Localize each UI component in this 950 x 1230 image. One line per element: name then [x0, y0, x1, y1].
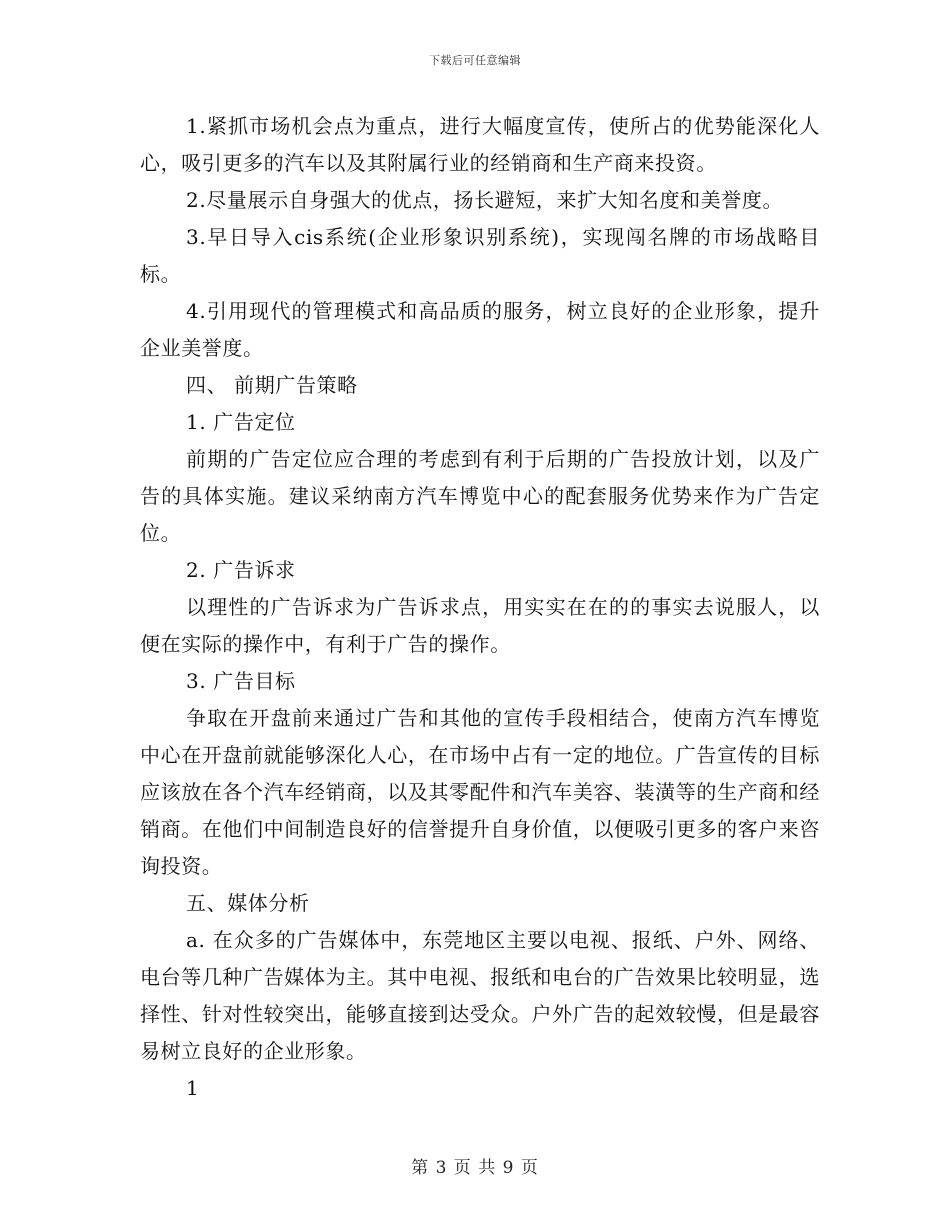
- paragraph-strategy-3: 3.早日导入cis系统(企业形象识别系统)，实现闯名牌的市场战略目标。: [140, 225, 820, 286]
- paragraph-ad-appeal: 以理性的广告诉求为广告诉求点，用实实在在的的事实去说服人，以便在实际的操作中，有利于广告的操作。: [140, 595, 820, 656]
- paragraph-number: 1: [186, 1076, 200, 1100]
- paragraph-media-analysis-a: a. 在众多的广告媒体中，东莞地区主要以电视、报纸、户外、网络、电台等几种广告媒体为主。其中电视、报纸和电台的广告效果比较明显，选择性、针对性较突出，能够直接到达受众。户外广告的起效较慢，但是最容易树立良好的企业形象。: [140, 928, 820, 1063]
- subheading-ad-positioning: 1. 广告定位: [186, 410, 296, 434]
- page-footer: 第 3 页 共 9 页: [411, 1158, 539, 1178]
- paragraph-strategy-1: 1.紧抓市场机会点为重点，进行大幅度宣传，使所占的优势能深化人心，吸引更多的汽车以及其附属行业的经销商和生产商来投资。: [140, 114, 820, 175]
- paragraph-strategy-4: 4.引用现代的管理模式和高品质的服务，树立良好的企业形象，提升企业美誉度。: [140, 299, 820, 360]
- section-heading-media-analysis: 五、媒体分析: [186, 891, 310, 915]
- subheading-ad-appeal: 2. 广告诉求: [186, 558, 296, 582]
- document-body: [140, 108, 820, 1107]
- subheading-ad-target: 3. 广告目标: [186, 669, 296, 693]
- page-header: 下载后可任意编辑: [429, 54, 521, 67]
- paragraph-strategy-2: 2.尽量展示自身强大的优点，扬长避短，来扩大知名度和美誉度。: [186, 188, 784, 212]
- section-heading-ad-strategy: 四、 前期广告策略: [186, 373, 358, 397]
- paragraph-ad-target: 争取在开盘前来通过广告和其他的宣传手段相结合，使南方汽车博览中心在开盘前就能够深化人心，在市场中占有一定的地位。广告宣传的目标应该放在各个汽车经销商，以及其零配件和汽车美容、装潢等的生产商和经销商。在他们中间制造良好的信誉提升自身价值，以便吸引更多的客户来咨询投资。: [140, 706, 820, 878]
- paragraph-ad-positioning: 前期的广告定位应合理的考虑到有利于后期的广告投放计划，以及广告的具体实施。建议采纳南方汽车博览中心的配套服务优势来作为广告定位。: [140, 447, 820, 545]
